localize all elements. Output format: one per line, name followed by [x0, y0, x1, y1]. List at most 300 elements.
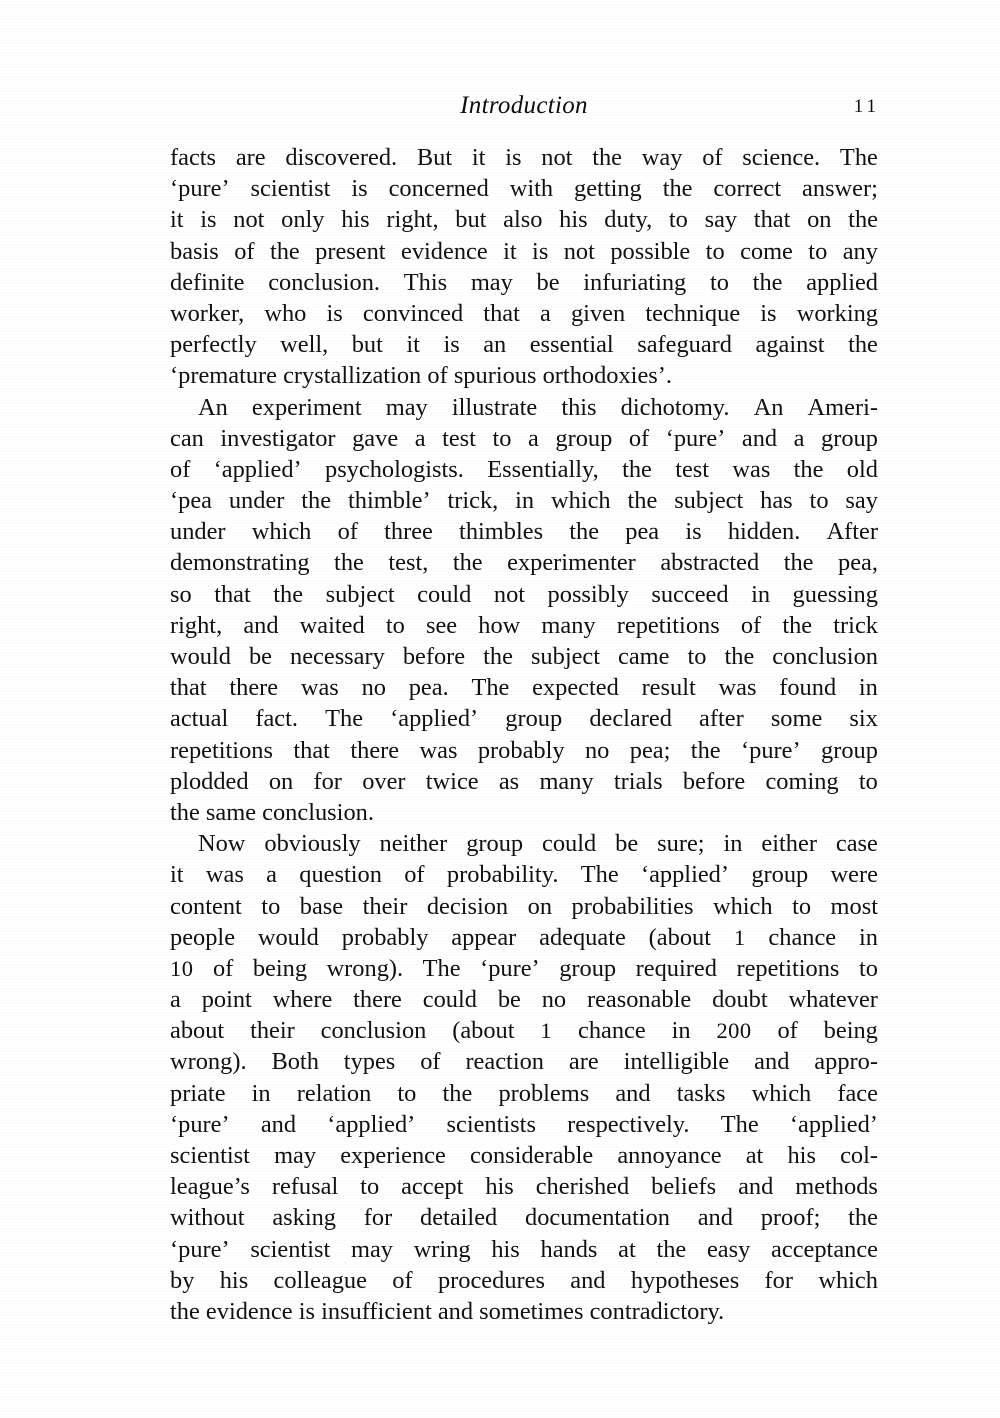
word: also: [503, 206, 543, 234]
word: of: [702, 144, 723, 171]
word: of: [740, 611, 762, 639]
word: no: [361, 674, 386, 702]
word: discovered.: [285, 144, 398, 171]
word: ‘pure’: [170, 1235, 230, 1263]
word: in: [671, 1017, 691, 1045]
word: this: [561, 393, 597, 421]
word: on: [268, 767, 294, 795]
word: is: [200, 206, 217, 234]
word: repetitions: [170, 736, 273, 764]
word: a: [266, 861, 277, 889]
word: infuriating: [583, 268, 687, 296]
word: sure;: [657, 830, 705, 858]
text-line: [170, 454, 878, 485]
word: not: [541, 144, 573, 171]
word: Now: [198, 830, 246, 858]
word: ‘pure’: [665, 424, 726, 452]
word: about: [170, 1017, 225, 1045]
text-line: [170, 766, 878, 797]
word: under: [170, 518, 226, 546]
word: there: [350, 736, 400, 764]
word: the: [569, 518, 600, 546]
text-line: [170, 703, 878, 734]
word: only: [281, 206, 325, 234]
word: respectively.: [567, 1110, 690, 1138]
word: required: [635, 954, 717, 982]
text-line: [170, 1171, 878, 1202]
word: the: [690, 736, 721, 764]
word: could: [417, 580, 472, 608]
word: found: [779, 674, 837, 702]
word: the: [724, 643, 755, 670]
word: conclusion: [772, 643, 878, 670]
word: to: [687, 643, 707, 670]
word: a: [528, 424, 539, 452]
word: insufficient: [321, 1297, 432, 1325]
word: many: [539, 767, 594, 795]
word: in: [858, 923, 878, 951]
word: actual: [170, 705, 229, 733]
word: and: [741, 424, 778, 452]
word: before: [402, 643, 466, 670]
word: has: [760, 487, 793, 515]
word: The: [325, 705, 364, 733]
word: may: [385, 393, 428, 421]
word: wrong).: [326, 954, 404, 982]
word: with: [509, 175, 554, 203]
word: group: [751, 861, 809, 889]
word: came: [618, 643, 670, 670]
word: answer;: [802, 175, 878, 203]
word: pea,: [838, 549, 878, 577]
word: ‘applied’: [390, 705, 479, 733]
word: the: [301, 487, 332, 515]
word: beliefs: [651, 1173, 717, 1201]
text-line: [170, 953, 878, 984]
word: that: [214, 580, 251, 608]
text-line: [170, 1265, 878, 1296]
word: question: [299, 861, 382, 889]
word: a: [540, 299, 551, 327]
word: be: [536, 268, 560, 296]
word: to: [808, 237, 828, 265]
word: his: [559, 206, 588, 234]
word: and: [437, 1297, 474, 1325]
word: content: [170, 892, 242, 920]
word: group: [555, 424, 613, 452]
word: to: [360, 1173, 380, 1201]
word: is: [685, 518, 702, 546]
word: The: [580, 861, 619, 889]
word: that: [483, 299, 520, 327]
word: case: [835, 830, 878, 858]
word: the: [662, 175, 693, 203]
oldstyle-figure: 1: [540, 1018, 553, 1044]
word: not: [493, 580, 526, 608]
word: in: [751, 580, 771, 608]
word: conclusion.: [268, 268, 380, 296]
word: The: [839, 144, 878, 171]
word: pea;: [629, 736, 671, 764]
word: the: [627, 487, 658, 515]
word: safeguard: [637, 331, 733, 359]
word: appear: [451, 923, 517, 951]
word: the: [656, 1235, 687, 1263]
word: say: [704, 206, 738, 234]
word: experience: [340, 1142, 446, 1169]
word: who: [264, 299, 307, 327]
word: reaction: [465, 1048, 544, 1076]
word: ‘applied’: [789, 1110, 878, 1138]
word: scientists: [446, 1110, 536, 1138]
word: was: [718, 674, 757, 702]
word: chance: [768, 923, 837, 951]
text-line: [170, 173, 878, 204]
word: of: [628, 424, 650, 452]
word: that: [753, 206, 791, 234]
word: decision: [426, 892, 509, 920]
word: subject: [530, 643, 601, 670]
word: working: [796, 299, 878, 327]
word: guessing: [792, 580, 878, 608]
word: cherished: [535, 1173, 630, 1201]
word: which: [751, 1079, 812, 1107]
word: ‘applied’: [213, 455, 302, 483]
word: to: [385, 611, 405, 639]
word: (about: [452, 1017, 515, 1045]
word: to: [705, 237, 725, 265]
word: methods: [795, 1173, 878, 1201]
word: over: [362, 767, 406, 795]
word: either: [761, 830, 817, 858]
word: getting: [574, 175, 642, 203]
word: people: [170, 923, 236, 951]
word: being: [252, 954, 308, 982]
word: detailed: [420, 1204, 498, 1232]
word: their: [362, 892, 408, 920]
word: and: [754, 1048, 790, 1076]
word: perfectly: [170, 331, 257, 359]
word: This: [403, 268, 448, 296]
word: probably: [477, 736, 565, 764]
text-line: [170, 516, 878, 547]
word: plodded: [170, 767, 249, 795]
text-line: [170, 329, 878, 360]
word: is: [760, 299, 777, 327]
word: a: [170, 986, 181, 1014]
word: the: [442, 1079, 473, 1107]
word: the: [269, 237, 300, 265]
word: his: [491, 1235, 520, 1263]
word: point: [201, 986, 252, 1014]
text-line: [170, 485, 878, 516]
word: evidence: [401, 237, 488, 265]
word: which: [251, 518, 312, 546]
word: for: [313, 767, 342, 795]
word: is: [532, 237, 549, 265]
word: worker,: [170, 299, 245, 327]
word: of: [170, 455, 191, 483]
word: possibly: [547, 580, 629, 608]
word: group: [821, 424, 878, 452]
word: are: [568, 1048, 599, 1076]
text-line: [170, 392, 878, 423]
word: of: [427, 362, 448, 390]
word: group: [821, 736, 878, 764]
word: present: [315, 237, 386, 265]
text-line: [170, 1078, 878, 1109]
text-line: [170, 1015, 878, 1046]
word: of: [404, 861, 425, 889]
word: the: [273, 580, 304, 608]
word: convinced: [362, 299, 464, 327]
word: science.: [742, 144, 821, 171]
word: applied: [806, 268, 878, 296]
word: conclusion: [320, 1017, 427, 1045]
word: and: [260, 1110, 297, 1138]
word: at: [745, 1142, 764, 1169]
text-line: [170, 360, 878, 391]
word: to: [492, 424, 512, 452]
word: was: [419, 736, 458, 764]
word: colleague: [273, 1266, 367, 1294]
word: may: [470, 268, 513, 296]
text-line: [170, 984, 878, 1015]
word: [170, 953, 193, 984]
word: wrong).: [170, 1048, 247, 1076]
word: priate: [170, 1079, 226, 1107]
word: are: [235, 144, 266, 171]
word: but: [351, 331, 383, 359]
word: which: [818, 1266, 878, 1294]
word: to: [668, 206, 688, 234]
word: the: [170, 1297, 200, 1325]
word: being: [823, 1017, 878, 1045]
word: were: [830, 861, 878, 889]
word: would: [257, 923, 319, 951]
word: ‘pure’: [741, 736, 801, 764]
word: could: [542, 830, 597, 858]
word: probability.: [446, 861, 559, 889]
word: a: [414, 424, 426, 452]
text-line: [170, 142, 878, 173]
word: to: [809, 487, 829, 515]
word: it: [503, 237, 517, 265]
word: see: [425, 611, 458, 639]
word: possible: [610, 237, 691, 265]
word: there: [229, 674, 279, 702]
text-line: [170, 298, 878, 329]
word: result: [641, 674, 696, 702]
word: chance: [578, 1017, 646, 1045]
word: problems: [498, 1079, 590, 1107]
word: test,: [388, 549, 429, 577]
word: it: [471, 144, 486, 171]
word: scientist: [250, 175, 331, 203]
word: probably: [341, 923, 429, 951]
word: the: [452, 549, 483, 577]
word: acceptance: [771, 1235, 878, 1263]
word: basis: [170, 237, 219, 265]
word: may: [350, 1235, 393, 1263]
word: types: [343, 1048, 396, 1076]
word: in: [515, 487, 535, 515]
word: be: [497, 986, 521, 1014]
word: there: [353, 986, 402, 1014]
word: accept: [401, 1173, 464, 1201]
word: dichotomy.: [620, 393, 730, 421]
word: experimenter: [507, 549, 636, 577]
word: the: [622, 455, 652, 483]
word: reasonable: [586, 986, 692, 1014]
word: proof;: [760, 1204, 821, 1232]
word: before: [682, 767, 746, 795]
word: the: [848, 206, 878, 234]
page-title: Introduction: [460, 92, 588, 119]
word: adequate: [539, 923, 626, 951]
word: scientist: [170, 1142, 250, 1169]
paragraph: [170, 392, 878, 829]
word: to: [261, 892, 281, 920]
word: ‘applied’: [640, 861, 730, 889]
word: can: [170, 424, 204, 452]
word: ‘pure’: [480, 954, 540, 982]
word: repetitions: [616, 611, 720, 639]
word: facts: [170, 144, 217, 171]
text-block: [170, 142, 878, 1327]
word: many: [541, 611, 596, 639]
word: Both: [271, 1048, 319, 1076]
word: doubt: [712, 986, 768, 1014]
word: for: [764, 1266, 793, 1294]
word: hidden.: [727, 518, 801, 546]
word: may: [274, 1142, 317, 1169]
word: be: [615, 830, 639, 858]
word: pea.: [408, 674, 449, 702]
word: how: [478, 611, 521, 639]
word: neither: [379, 830, 448, 858]
word: his: [219, 1266, 249, 1294]
word: the: [483, 643, 513, 670]
text-line: [170, 579, 878, 610]
word: base: [299, 892, 344, 920]
word: is: [326, 299, 343, 327]
text-line: [170, 1296, 878, 1327]
word: it: [406, 331, 420, 359]
word: is: [351, 175, 368, 203]
word: annoyance: [617, 1142, 722, 1169]
word: trick: [833, 611, 878, 639]
word: scientist: [250, 1235, 331, 1263]
word: and: [570, 1266, 606, 1294]
word: would: [170, 643, 231, 670]
word: relation: [296, 1079, 372, 1107]
word: his: [485, 1173, 514, 1201]
word: so: [170, 580, 192, 608]
text-line: [170, 1202, 878, 1233]
text-line: [170, 1109, 878, 1140]
word: pea: [625, 518, 660, 546]
word: thimble’: [347, 487, 431, 515]
word: essential: [529, 331, 614, 359]
word: same: [205, 798, 257, 826]
word: say: [845, 487, 878, 515]
text-line: [170, 267, 878, 298]
word: orthodoxies’.: [542, 362, 672, 390]
word: and: [697, 1204, 733, 1232]
text-line: [170, 236, 878, 267]
word: expected: [532, 674, 619, 702]
word: was: [732, 455, 771, 483]
word: trials: [613, 767, 663, 795]
word: [734, 922, 746, 953]
word: ‘applied’: [327, 1110, 416, 1138]
text-line: [170, 547, 878, 578]
word: waited: [299, 611, 365, 639]
word: of: [420, 1048, 441, 1076]
word: under: [228, 487, 285, 515]
word: An: [753, 393, 784, 421]
word: by: [170, 1266, 195, 1294]
word: intelligible: [623, 1048, 730, 1076]
word: Ameri-: [807, 393, 878, 421]
text-line: [170, 204, 878, 235]
word: duty,: [604, 206, 653, 234]
word: and: [738, 1173, 774, 1201]
word: [540, 1015, 552, 1046]
word: demonstrating: [170, 549, 310, 577]
word: ‘pure’: [170, 1110, 230, 1138]
word: it: [170, 206, 184, 234]
word: six: [849, 705, 878, 733]
word: gave: [352, 424, 399, 452]
text-line: [170, 859, 878, 890]
word: well,: [280, 331, 329, 359]
word: ‘pea: [170, 487, 212, 515]
word: of: [392, 1266, 413, 1294]
word: against: [755, 331, 825, 359]
text-line: [170, 828, 878, 859]
word: trick,: [447, 487, 499, 515]
text-line: [170, 1046, 878, 1077]
text-line: [170, 610, 878, 641]
word: hypotheses: [630, 1266, 740, 1294]
word: succeed: [651, 580, 729, 608]
word: be: [248, 643, 273, 670]
word: considerable: [469, 1142, 594, 1169]
word: ‘premature: [170, 362, 277, 390]
word: the: [752, 268, 783, 296]
word: crystallization: [283, 362, 422, 390]
word: to: [792, 892, 812, 920]
word: appro-: [814, 1048, 878, 1076]
word: is: [443, 331, 460, 359]
word: group: [466, 830, 524, 858]
word: probabilities: [571, 892, 694, 920]
word: after: [699, 705, 744, 733]
word: to: [397, 1079, 417, 1107]
text-line: [170, 423, 878, 454]
paragraph: [170, 142, 878, 392]
word: of: [777, 1017, 798, 1045]
word: some: [770, 705, 823, 733]
word: was: [300, 674, 339, 702]
word: an: [483, 331, 507, 359]
word: ‘pure’: [170, 175, 230, 203]
word: which: [712, 892, 773, 920]
word: the: [170, 798, 200, 826]
word: the: [848, 1204, 878, 1232]
